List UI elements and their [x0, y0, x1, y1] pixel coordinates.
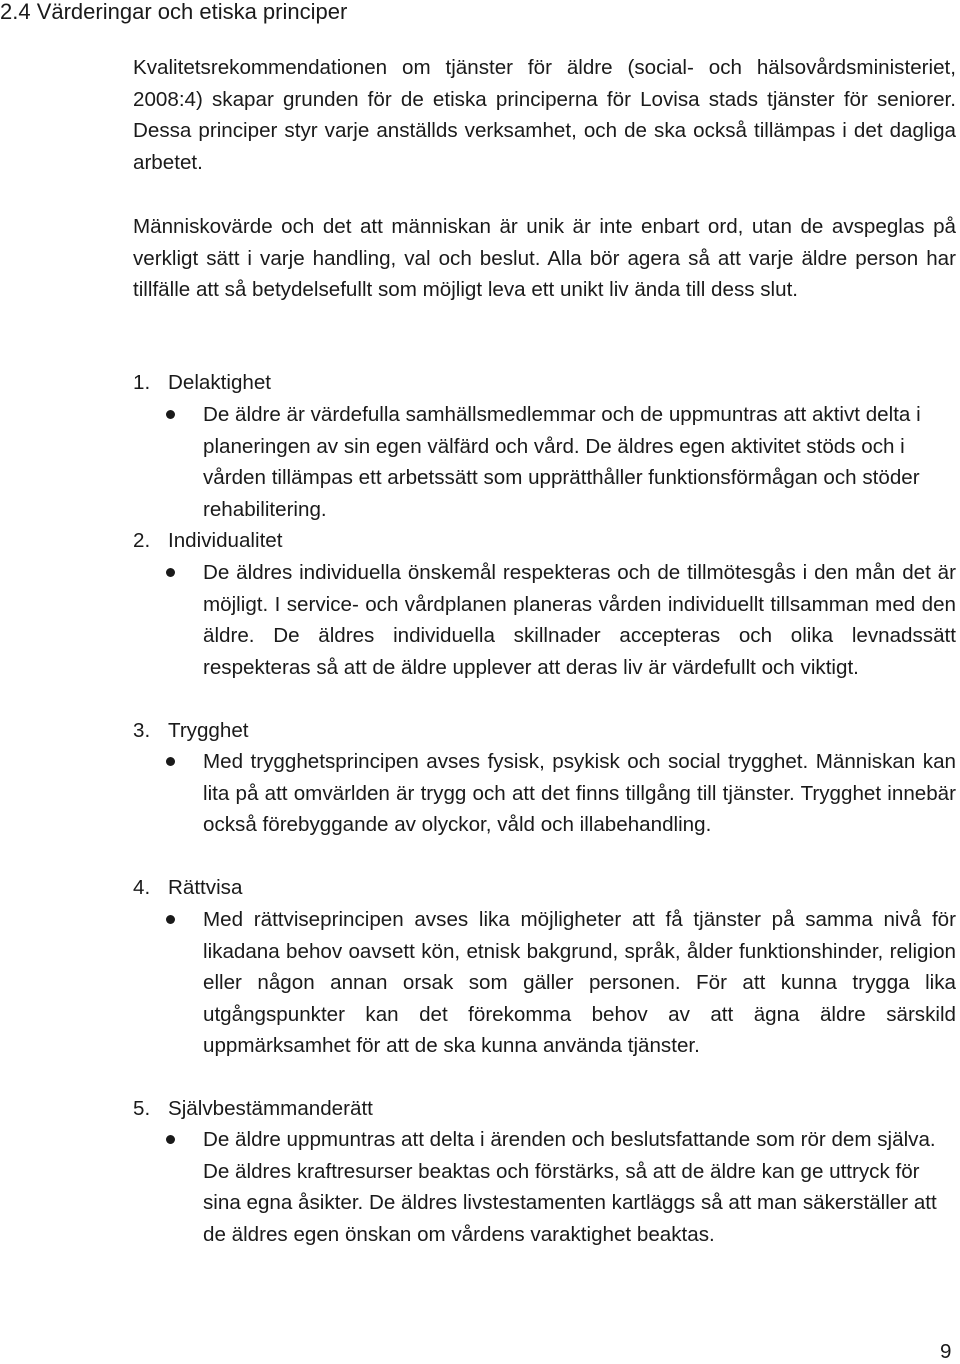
- bullet-icon: [166, 915, 175, 924]
- page-number: 9: [940, 1340, 952, 1363]
- principle-title-delaktighet: [133, 367, 271, 399]
- principle-text: De äldre uppmuntras att delta i ärenden och beslutsfattande som rör dem själva. De äldres kraftresurser beaktas och förstärks, så att de äldre kan ge uttryck för sina egna åsikter. De äldres livstestamenten kartläggs så att man säkerställer att de äldres egen önskan om vårdens varaktighet beaktas.: [203, 1128, 937, 1246]
- principle-title-text: Individualitet: [168, 529, 283, 552]
- intro-paragraph: Kvalitetsrekommendationen om tjänster för äldre (social- och hälsovårdsministeriet, 2008:4) skapar grunden för de etiska principerna för Lovisa stads tjänster för seniorer. Dessa principer styr varje anställds verksamhet, och de ska också tillämpas i det dagliga arbetet.: [133, 56, 956, 174]
- principle-title-sjalvbestammanderatt: [133, 1093, 373, 1125]
- principle-number: 2.: [133, 529, 151, 552]
- principle-text: De äldre är värdefulla samhällsmedlemmar och de uppmuntras att aktivt delta i planeringen av sin egen välfärd och vård. De äldres egen aktivitet stöds och i vården tillämpas ett arbetssätt som upprätthåller funktionsförmågan och stöder rehabilitering.: [203, 403, 921, 521]
- bullet-icon: [166, 1135, 175, 1144]
- principle-bullet-sjalvbestammanderatt: [166, 1124, 956, 1250]
- principle-number: 5.: [133, 1097, 151, 1120]
- principle-title-individualitet: [133, 525, 282, 557]
- principle-title-trygghet: [133, 715, 249, 747]
- principle-bullet-trygghet: [166, 746, 956, 841]
- principle-number: 3.: [133, 719, 151, 742]
- principle-title-rattvisa: [133, 872, 242, 904]
- principle-bullet-delaktighet: [166, 399, 956, 525]
- principle-bullet-individualitet: [166, 557, 956, 683]
- principle-title-text: Självbestämmanderätt: [168, 1097, 373, 1120]
- principle-title-text: Rättvisa: [168, 876, 243, 899]
- principle-text: Med rättviseprincipen avses lika möjligheter att få tjänster på samma nivå för likadana behov oavsett kön, etnisk bakgrund, språk, ålder funktionshinder, religion eller någon annan orsak som gäller personen. För att kunna trygga lika utgångspunkter kan det förekomma behov av att ägna äldre särskild uppmärksamhet för att de ska kunna använda tjänster.: [203, 908, 956, 1057]
- human-value-paragraph: Människovärde och det att människan är unik är inte enbart ord, utan de avspeglas på verkligt sätt i varje handling, val och beslut. Alla bör agera så att varje äldre person har tillfälle att så betydelsefullt som möjligt leva ett unikt liv ända till dess slut.: [133, 215, 956, 301]
- principle-text: Med trygghetsprincipen avses fysisk, psykisk och social trygghet. Människan kan lita på att omvärlden är trygg och att det finns tillgång till tjänster. Trygghet innebär också förebyggande av olyckor, våld och illabehandling.: [203, 750, 956, 836]
- principle-bullet-rattvisa: [166, 904, 956, 1062]
- principle-title-text: Trygghet: [168, 719, 249, 742]
- bullet-icon: [166, 757, 175, 766]
- principle-number: 4.: [133, 876, 151, 899]
- bullet-icon: [166, 410, 175, 419]
- principle-text: De äldres individuella önskemål respekteras och de tillmötesgås i den mån det är möjligt. I service- och vårdplanen planeras vården individuellt tillsamman med den äldre. De äldres individuella skillnader accepteras och olika levnadssätt respekteras så att de äldre upplever att deras liv är värdefullt och viktigt.: [203, 561, 956, 679]
- section-heading: 2.4 Värderingar och etiska principer: [0, 0, 348, 24]
- principle-number: 1.: [133, 371, 151, 394]
- bullet-icon: [166, 568, 175, 577]
- principle-title-text: Delaktighet: [168, 371, 272, 394]
